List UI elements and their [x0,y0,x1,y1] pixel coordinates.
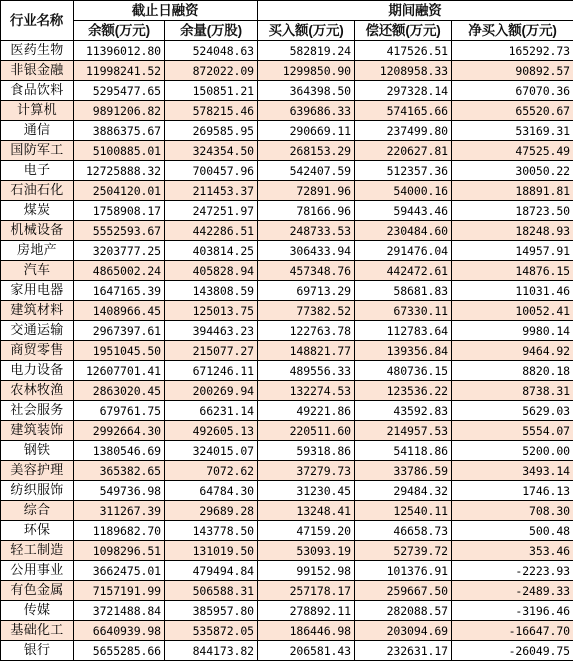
volume-cell: 7072.62 [165,461,258,481]
net-buy-cell: 11031.46 [452,281,573,301]
repay-cell: 46658.73 [355,521,452,541]
buy-cell: 290669.11 [258,121,355,141]
industry-cell: 建筑装饰 [1,421,74,441]
margin-day-group-header: 截止日融资 [74,1,258,21]
buy-cell: 59318.86 [258,441,355,461]
balance-cell: 2992664.30 [74,421,165,441]
buy-cell: 72891.96 [258,181,355,201]
net-buy-cell: 500.48 [452,521,573,541]
buy-cell: 31230.45 [258,481,355,501]
balance-cell: 6640939.98 [74,621,165,641]
volume-cell: 150851.21 [165,81,258,101]
industry-cell: 交通运输 [1,321,74,341]
industry-cell: 钢铁 [1,441,74,461]
repay-cell: 1208958.33 [355,61,452,81]
repay-cell: 33786.59 [355,461,452,481]
table-row [1,521,573,541]
balance-cell: 549736.98 [74,481,165,501]
volume-cell: 131019.50 [165,541,258,561]
industry-cell: 汽车 [1,261,74,281]
table-row [1,141,573,161]
balance-cell: 311267.39 [74,501,165,521]
buy-cell: 37279.73 [258,461,355,481]
net-buy-cell: 8820.18 [452,361,573,381]
buy-cell: 77382.52 [258,301,355,321]
buy-cell: 489556.33 [258,361,355,381]
repay-cell: 214957.53 [355,421,452,441]
net-buy-cell: 18723.50 [452,201,573,221]
repay-cell: 29484.32 [355,481,452,501]
repay-cell: 203094.69 [355,621,452,641]
repay-cell: 512357.36 [355,161,452,181]
buy-cell: 457348.76 [258,261,355,281]
buy-cell: 148821.77 [258,341,355,361]
industry-cell: 银行 [1,641,74,661]
balance-cell: 1380546.69 [74,441,165,461]
table-row [1,41,573,61]
balance-cell: 679761.75 [74,401,165,421]
volume-cell: 64784.30 [165,481,258,501]
repay-cell: 237499.80 [355,121,452,141]
volume-header: 余量(万股) [165,21,258,41]
volume-cell: 535872.05 [165,621,258,641]
repay-cell: 442472.61 [355,261,452,281]
repay-cell: 259667.50 [355,581,452,601]
industry-cell: 电子 [1,161,74,181]
industry-cell: 商贸零售 [1,341,74,361]
buy-cell: 257178.17 [258,581,355,601]
volume-cell: 844173.82 [165,641,258,661]
volume-cell: 492605.13 [165,421,258,441]
buy-cell: 47159.20 [258,521,355,541]
table-row [1,381,573,401]
repay-cell: 123536.22 [355,381,452,401]
volume-cell: 403814.25 [165,241,258,261]
repay-cell: 574165.66 [355,101,452,121]
repay-cell: 282088.57 [355,601,452,621]
net-buy-cell: 5554.07 [452,421,573,441]
industry-cell: 美容护理 [1,461,74,481]
net-buy-cell: 5200.00 [452,441,573,461]
table-row [1,461,573,481]
industry-cell: 医药生物 [1,41,74,61]
net-buy-cell: 165292.73 [452,41,573,61]
table-row [1,121,573,141]
buy-cell: 248733.53 [258,221,355,241]
net-buy-cell: 708.30 [452,501,573,521]
table-row [1,501,573,521]
balance-cell: 11396012.80 [74,41,165,61]
industry-cell: 社会服务 [1,401,74,421]
table-row [1,561,573,581]
buy-cell: 639686.33 [258,101,355,121]
net-buy-cell: -2489.33 [452,581,573,601]
balance-header: 余额(万元) [74,21,165,41]
net-buy-cell: -16647.70 [452,621,573,641]
buy-cell: 49221.86 [258,401,355,421]
table-row [1,361,573,381]
table-row [1,301,573,321]
repay-cell: 232631.17 [355,641,452,661]
volume-cell: 143778.50 [165,521,258,541]
buy-header: 买入额(万元) [258,21,355,41]
repay-cell: 291476.04 [355,241,452,261]
industry-cell: 煤炭 [1,201,74,221]
volume-cell: 29689.28 [165,501,258,521]
industry-cell: 房地产 [1,241,74,261]
volume-cell: 578215.46 [165,101,258,121]
net-buy-cell: 5629.03 [452,401,573,421]
buy-cell: 542407.59 [258,161,355,181]
buy-cell: 78166.96 [258,201,355,221]
industry-cell: 轻工制造 [1,541,74,561]
repay-header: 偿还额(万元) [355,21,452,41]
balance-cell: 3203777.25 [74,241,165,261]
industry-cell: 食品饮料 [1,81,74,101]
table-row [1,421,573,441]
table-row [1,341,573,361]
header-row-columns [1,21,573,41]
repay-cell: 12540.11 [355,501,452,521]
net-buy-cell: 3493.14 [452,461,573,481]
industry-cell: 环保 [1,521,74,541]
net-buy-cell: 14876.15 [452,261,573,281]
table-row [1,481,573,501]
table-row [1,441,573,461]
buy-cell: 582819.24 [258,41,355,61]
table-row [1,641,573,661]
industry-header: 行业名称 [1,1,74,41]
balance-cell: 2504120.01 [74,181,165,201]
table-row [1,221,573,241]
balance-cell: 3662475.01 [74,561,165,581]
table-row [1,61,573,81]
balance-cell: 11998241.52 [74,61,165,81]
net-buy-cell: 8738.31 [452,381,573,401]
volume-cell: 479494.84 [165,561,258,581]
net-buy-cell: 18248.93 [452,221,573,241]
balance-cell: 2967397.61 [74,321,165,341]
balance-cell: 4865002.24 [74,261,165,281]
buy-cell: 278892.11 [258,601,355,621]
repay-cell: 417526.51 [355,41,452,61]
table-row [1,181,573,201]
net-buy-cell: 18891.81 [452,181,573,201]
volume-cell: 700457.96 [165,161,258,181]
industry-cell: 基础化工 [1,621,74,641]
balance-cell: 7157191.99 [74,581,165,601]
industry-cell: 农林牧渔 [1,381,74,401]
balance-cell: 1189682.70 [74,521,165,541]
buy-cell: 364398.50 [258,81,355,101]
table-row [1,261,573,281]
industry-cell: 公用事业 [1,561,74,581]
repay-cell: 54000.16 [355,181,452,201]
net-buy-cell: 9464.92 [452,341,573,361]
net-buy-cell: 53169.31 [452,121,573,141]
repay-cell: 101376.91 [355,561,452,581]
table-row [1,101,573,121]
buy-cell: 206581.43 [258,641,355,661]
volume-cell: 872022.09 [165,61,258,81]
repay-cell: 480736.15 [355,361,452,381]
industry-cell: 有色金属 [1,581,74,601]
volume-cell: 524048.63 [165,41,258,61]
volume-cell: 442286.51 [165,221,258,241]
industry-cell: 国防军工 [1,141,74,161]
volume-cell: 200269.94 [165,381,258,401]
balance-cell: 1408966.45 [74,301,165,321]
volume-cell: 394463.23 [165,321,258,341]
volume-cell: 125013.75 [165,301,258,321]
buy-cell: 69713.29 [258,281,355,301]
table-row [1,241,573,261]
repay-cell: 52739.72 [355,541,452,561]
balance-cell: 1098296.51 [74,541,165,561]
balance-cell: 365382.65 [74,461,165,481]
net-buy-cell: 90892.57 [452,61,573,81]
buy-cell: 132274.53 [258,381,355,401]
table-row [1,581,573,601]
net-buy-cell: -26049.75 [452,641,573,661]
balance-cell: 3886375.67 [74,121,165,141]
repay-cell: 220627.81 [355,141,452,161]
volume-cell: 324354.50 [165,141,258,161]
repay-cell: 139356.84 [355,341,452,361]
table-row [1,281,573,301]
repay-cell: 67330.11 [355,301,452,321]
buy-cell: 99152.98 [258,561,355,581]
net-buy-cell: -2223.93 [452,561,573,581]
repay-cell: 59443.46 [355,201,452,221]
net-buy-cell: 14957.91 [452,241,573,261]
net-buy-cell: 65520.67 [452,101,573,121]
volume-cell: 506588.31 [165,581,258,601]
buy-cell: 53093.19 [258,541,355,561]
table-row [1,201,573,221]
balance-cell: 12607701.41 [74,361,165,381]
table-row [1,601,573,621]
industry-cell: 石油石化 [1,181,74,201]
industry-cell: 电力设备 [1,361,74,381]
net-buy-cell: 67070.36 [452,81,573,101]
volume-cell: 269585.95 [165,121,258,141]
balance-cell: 5552593.67 [74,221,165,241]
industry-cell: 建筑材料 [1,301,74,321]
net-buy-header: 净买入额(万元) [452,21,573,41]
volume-cell: 247251.97 [165,201,258,221]
repay-cell: 54118.86 [355,441,452,461]
industry-cell: 计算机 [1,101,74,121]
header-row-groups [1,1,573,21]
volume-cell: 324015.07 [165,441,258,461]
table-row [1,81,573,101]
balance-cell: 3721488.84 [74,601,165,621]
balance-cell: 5100885.01 [74,141,165,161]
table-row [1,621,573,641]
volume-cell: 385957.80 [165,601,258,621]
volume-cell: 215077.27 [165,341,258,361]
net-buy-cell: 30050.22 [452,161,573,181]
repay-cell: 230484.60 [355,221,452,241]
industry-cell: 综合 [1,501,74,521]
balance-cell: 5295477.65 [74,81,165,101]
balance-cell: 9891206.82 [74,101,165,121]
buy-cell: 306433.94 [258,241,355,261]
net-buy-cell: 10052.41 [452,301,573,321]
volume-cell: 211453.37 [165,181,258,201]
industry-cell: 机械设备 [1,221,74,241]
net-buy-cell: -3196.46 [452,601,573,621]
balance-cell: 1758908.17 [74,201,165,221]
industry-cell: 家用电器 [1,281,74,301]
net-buy-cell: 353.46 [452,541,573,561]
table-body [1,41,573,661]
industry-cell: 传媒 [1,601,74,621]
balance-cell: 1951045.50 [74,341,165,361]
buy-cell: 220511.60 [258,421,355,441]
repay-cell: 112783.64 [355,321,452,341]
balance-cell: 1647165.39 [74,281,165,301]
volume-cell: 66231.14 [165,401,258,421]
industry-cell: 非银金融 [1,61,74,81]
industry-cell: 纺织服饰 [1,481,74,501]
net-buy-cell: 9980.14 [452,321,573,341]
period-group-header: 期间融资 [258,1,573,21]
repay-cell: 43592.83 [355,401,452,421]
table-row [1,321,573,341]
buy-cell: 186446.98 [258,621,355,641]
repay-cell: 58681.83 [355,281,452,301]
volume-cell: 405828.94 [165,261,258,281]
table-row [1,541,573,561]
net-buy-cell: 47525.49 [452,141,573,161]
volume-cell: 671246.11 [165,361,258,381]
industry-cell: 通信 [1,121,74,141]
net-buy-cell: 1746.13 [452,481,573,501]
buy-cell: 1299850.90 [258,61,355,81]
buy-cell: 268153.29 [258,141,355,161]
table-row [1,161,573,181]
balance-cell: 2863020.45 [74,381,165,401]
balance-cell: 12725888.32 [74,161,165,181]
buy-cell: 122763.78 [258,321,355,341]
table-row [1,401,573,421]
balance-cell: 5655285.66 [74,641,165,661]
volume-cell: 143808.59 [165,281,258,301]
repay-cell: 297328.14 [355,81,452,101]
buy-cell: 13248.41 [258,501,355,521]
